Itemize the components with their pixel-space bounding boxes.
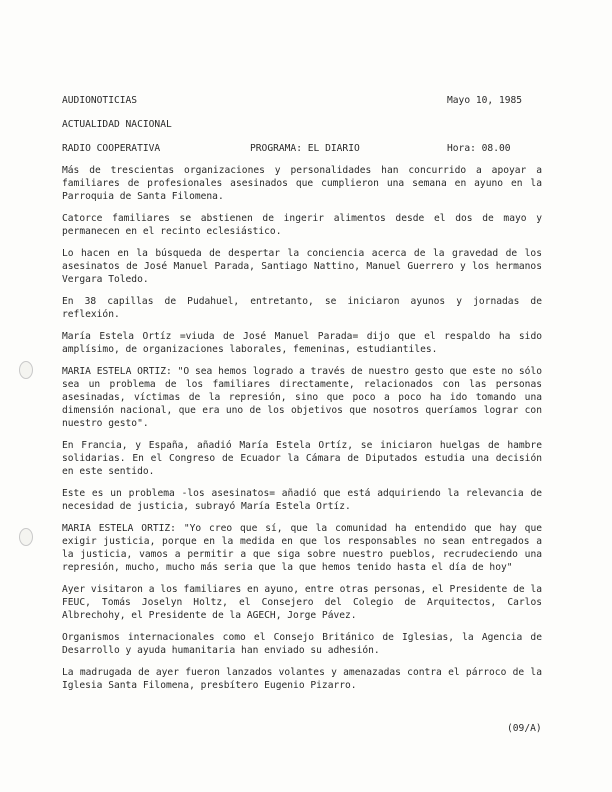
paragraph: Catorce familiares se abstienen de ingerir alimentos desde el dos de mayo y permanecen en el recinto eclesiástico.	[62, 213, 548, 237]
date-label: Mayo 10, 1985	[447, 95, 523, 106]
paragraph: En 38 capillas de Pudahuel, entretanto, se iniciaron ayunos y jornadas de reflexión.	[62, 296, 548, 320]
punch-hole	[19, 361, 33, 379]
paragraph: Organismos internacionales como el Consejo Británico de Iglesias, la Agencia de Desarrollo y ayuda humanitaria han enviado su adhesión.	[62, 632, 548, 656]
header-row-1	[62, 94, 542, 107]
paragraph: En Francia, y España, añadió María Estela Ortíz, se iniciaron huelgas de hambre solidarias. En el Congreso de Ecuador la Cámara de Diputados estudia una decisión en este sentido.	[62, 440, 548, 477]
station-label: RADIO COOPERATIVA	[62, 143, 161, 154]
paragraph: Este es un problema -los asesinatos= añadió que está adquiriendo la relevancia de necesidad de justicia, subrayó María Estela Ortíz.	[62, 488, 548, 512]
agency-label: AUDIONOTICIAS	[62, 95, 138, 106]
section-label: ACTUALIDAD NACIONAL	[62, 119, 172, 130]
page-number: (09/A)	[507, 723, 542, 734]
header-row-3	[62, 142, 542, 155]
paragraph: La madrugada de ayer fueron lanzados volantes y amenazadas contra el párroco de la Iglesia Santa Filomena, presbítero Eugenio Pizarro.	[62, 667, 548, 691]
quote-paragraph: MARIA ESTELA ORTIZ: "Yo creo que sí, que la comunidad ha entendido que hay que exigir justicia, porque en la medida en que los responsables no sean entregados a la justicia, vamos a permitir a que siga sobre nuestro pueblos, recrudeciendo una represión, mucho, mucho más seria que la que hemos tenido hasta el día de hoy"	[62, 523, 548, 573]
punch-hole	[19, 528, 33, 546]
paragraph: Más de trescientas organizaciones y personalidades han concurrido a apoyar a familiares de profesionales asesinados que cumplieron una semana en ayuno en la Parroquia de Santa Filomena.	[62, 165, 548, 202]
paragraph: María Estela Ortíz =viuda de José Manuel Parada= dijo que el respaldo ha sido amplísimo, de organizaciones laborales, femeninas, estudiantiles.	[62, 331, 548, 355]
time-label: Hora: 08.00	[447, 143, 511, 154]
quote-paragraph: MARIA ESTELA ORTIZ: "O sea hemos logrado a través de nuestro gesto que este no sólo sea un problema de los familiares directamente, relacionados con las personas asesinadas, víctimas de la represión, sino que poco a poco ha ido tomando una dimensión nacional, que era uno de los objetivos que nosotros queríamos lograr con nuestro gesto".	[62, 366, 548, 429]
paragraph: Lo hacen en la búsqueda de despertar la conciencia acerca de la gravedad de los asesinatos de José Manuel Parada, Santiago Nattino, Manuel Guerrero y los hermanos Vergara Toledo.	[62, 248, 548, 285]
program-label: PROGRAMA: EL DIARIO	[250, 143, 360, 154]
paragraph: Ayer visitaron a los familiares en ayuno, entre otras personas, el Presidente de la FEUC, Tomás Joselyn Holtz, el Consejero del Colegio de Arquitectos, Carlos Albrechohy, el Presidente de la AGECH, Jorge Pávez.	[62, 584, 548, 621]
header-row-2	[62, 118, 542, 131]
document-body	[62, 94, 548, 692]
